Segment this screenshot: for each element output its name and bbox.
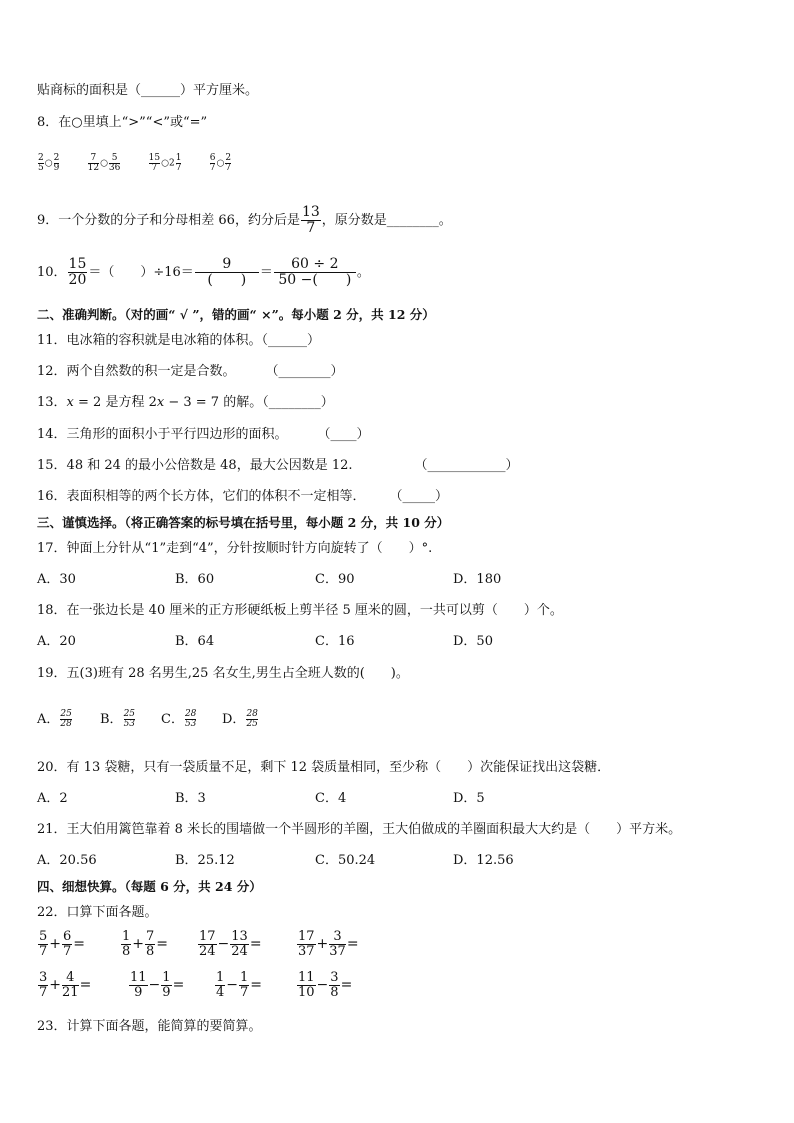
section-2-heading: 二、准确判断。（对的画“ √ ”，错的画“ ×”。每小题 2 分，共 12 分） <box>37 307 435 322</box>
q7-tail: 贴商标的面积是（______）平方厘米。 <box>37 83 259 98</box>
q21-stem: 21．王大伯用篱笆靠着 8 米长的围墙做一个半圆形的羊圈，王大伯做成的羊圈面积最大大约是（ ）平方米。 <box>37 822 682 837</box>
q13: 13．x = 2 是方程 2x − 3 = 7 的解。（________） <box>37 395 334 410</box>
q18-stem: 18．在一张边长是 40 厘米的正方形硬纸板上剪半径 5 厘米的圆，一共可以剪（ ）个。 <box>37 603 563 618</box>
q20-option-a[interactable]: A．2 <box>37 791 68 806</box>
q17-stem: 17．钟面上分针从“1”走到“4”，分针按顺时针方向旋转了（ ）°. <box>37 541 433 556</box>
q14-answer[interactable]: （____） <box>317 427 370 442</box>
q13-answer[interactable]: （________） <box>262 395 334 410</box>
q16: 16．表面积相等的两个长方体，它们的体积不一定相等． （_____） <box>37 489 449 504</box>
q20-option-d[interactable]: D．5 <box>453 791 485 806</box>
q11-answer[interactable]: （______） <box>261 333 321 348</box>
q21-option-a[interactable]: A．20.56 <box>37 853 97 868</box>
q18-option-c[interactable]: C．16 <box>315 634 355 649</box>
q19-option-b[interactable]: B． $\frac{25}{53}$ <box>100 708 136 729</box>
section-3-heading: 三、谨慎选择。（将正确答案的标号填在括号里，每小题 2 分，共 10 分） <box>37 515 450 530</box>
q8-item-1[interactable]: $\frac{2}{5}$ ○ $\frac{2}{9}$ <box>38 153 60 174</box>
q21-option-c[interactable]: C．50.24 <box>315 853 376 868</box>
q17-option-d[interactable]: D．180 <box>453 572 502 587</box>
q22-stem: 22．口算下面各题。 <box>37 905 158 920</box>
q22-calc-7[interactable]: $\frac{1}{4}$ − $\frac{1}{7}$ = <box>216 970 263 1000</box>
q14: 14．三角形的面积小于平行四边形的面积。 （____） <box>37 427 370 442</box>
q20-option-c[interactable]: C．4 <box>315 791 347 806</box>
q8-item-4[interactable]: $\frac{6}{7}$ ○ $\frac{2}{7}$ <box>209 153 232 174</box>
q19-option-a[interactable]: A． $\frac{25}{28}$ <box>37 708 72 729</box>
q18-option-a[interactable]: A．20 <box>37 634 76 649</box>
q18-option-d[interactable]: D．50 <box>453 634 493 649</box>
q17-option-c[interactable]: C．90 <box>315 572 355 587</box>
q9-blank[interactable]: ________ <box>386 213 439 228</box>
q21-option-d[interactable]: D．12.56 <box>453 853 514 868</box>
q19-option-d[interactable]: D． $\frac{28}{25}$ <box>222 708 258 729</box>
q22-calc-6[interactable]: $\frac{11}{9}$ − $\frac{1}{9}$ = <box>130 970 185 1000</box>
q19-stem: 19．五(3)班有 28 名男生,25 名女生,男生占全班人数的( )。 <box>37 666 409 681</box>
q23-stem: 23．计算下面各题，能简算的要简算。 <box>37 1019 262 1034</box>
q17-option-a[interactable]: A．30 <box>37 572 76 587</box>
q18-option-b[interactable]: B．64 <box>175 634 215 649</box>
q22-calc-5[interactable]: $\frac{3}{7}$ + $\frac{4}{21}$ = <box>39 970 92 1000</box>
q7-blank[interactable]: ______ <box>141 83 181 98</box>
q21-option-b[interactable]: B．25.12 <box>175 853 235 868</box>
q15-answer[interactable]: （____________） <box>414 458 519 473</box>
q17-option-b[interactable]: B．60 <box>175 572 215 587</box>
q20-option-b[interactable]: B．3 <box>175 791 206 806</box>
q9: 9．一个分数的分子和分母相差 66，约分后是 $\frac{13}{7}$ ，原分数是________。 <box>37 204 452 236</box>
q8-stem: 8．在○里填上“>”“<”或“=” <box>37 115 208 130</box>
q11: 11．电冰箱的容积就是电冰箱的体积。（______） <box>37 333 321 348</box>
q8-items <box>37 154 232 174</box>
q20-stem: 20．有 13 袋糖，只有一袋质量不足，剩下 12 袋质量相同，至少称（ ）次能保证找出这袋糖． <box>37 760 611 775</box>
q22-calc-1[interactable]: $\frac{5}{7}$ + $\frac{6}{7}$ = <box>39 929 86 959</box>
q8-item-2[interactable]: $\frac{7}{12}$ ○ $\frac{5}{36}$ <box>87 153 121 174</box>
q12: 12．两个自然数的积一定是合数。 （________） <box>37 364 344 379</box>
q22-calc-4[interactable]: $\frac{17}{37}$ + $\frac{3}{37}$ = <box>298 929 359 959</box>
q8-item-3[interactable]: $\frac{15}{7}$ ○2 $\frac{1}{7}$ <box>148 153 182 174</box>
q16-answer[interactable]: （_____） <box>389 489 449 504</box>
q12-answer[interactable]: （________） <box>265 364 344 379</box>
section-4-heading: 四、细想快算。（每题 6 分，共 24 分） <box>37 879 262 894</box>
q22-calc-2[interactable]: $\frac{1}{8}$ + $\frac{7}{8}$ = <box>122 929 169 959</box>
q15: 15．48 和 24 的最小公倍数是 48，最大公因数是 12. （____________） <box>37 458 519 473</box>
q10: 10． $\frac{15}{20}$ ＝（ ）÷16＝ $\frac{9}{( )}$ ＝ $\frac{60 \div 2}{50 -( )}$ 。 <box>37 256 370 288</box>
q22-calc-3[interactable]: $\frac{17}{24}$ − $\frac{13}{24}$ = <box>199 929 262 959</box>
q19-option-c[interactable]: C． $\frac{28}{53}$ <box>161 708 197 729</box>
q22-calc-8[interactable]: $\frac{11}{10}$ − $\frac{3}{8}$ = <box>298 970 353 1000</box>
